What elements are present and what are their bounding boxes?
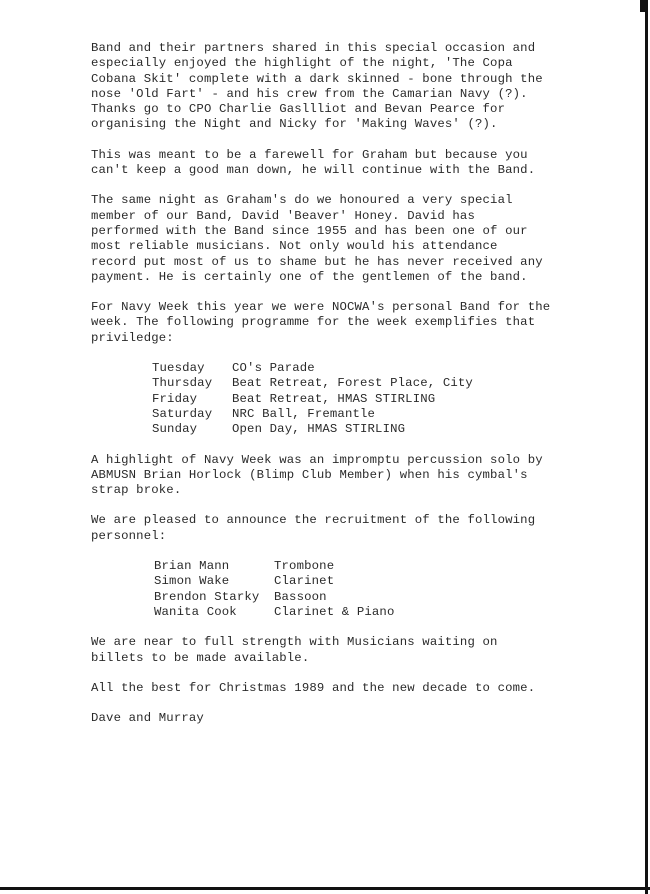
page-edge-right (645, 0, 648, 894)
personnel-row (154, 574, 394, 589)
corner-mark (640, 0, 648, 12)
personnel-name: Wanita Cook (154, 604, 237, 619)
navy-week-schedule (152, 361, 473, 437)
schedule-event: CO's Parade (232, 361, 315, 376)
personnel-name: Brian Mann (154, 559, 230, 574)
letter-body (91, 41, 561, 726)
schedule-day: Sunday (152, 422, 198, 437)
schedule-day: Tuesday (152, 361, 205, 376)
paragraph-navy-week: For Navy Week this year we were NOCWA's personal Band for the week. The following programme for the week exemplifies that priviledge: (91, 300, 551, 345)
personnel-instrument: Clarinet & Piano (274, 604, 395, 619)
personnel-row (154, 559, 394, 574)
personnel-name: Brendon Starky (154, 589, 260, 604)
schedule-event: NRC Ball, Fremantle (232, 406, 376, 421)
paragraph-recruitment: We are pleased to announce the recruitment of the following personnel: (91, 513, 536, 543)
schedule-event: Beat Retreat, HMAS STIRLING (232, 391, 436, 406)
schedule-day: Thursday (152, 376, 213, 391)
signature-line: Dave and Murray (91, 711, 204, 726)
paragraph-david-honey: The same night as Graham's do we honoured a very special member of our Band, David 'Beaver' Honey. David has performed with the Band since 1955 and has been one of our most reliable musicians. Not only would his attendance record put most of us to shame but he has never received any payment. He is certainly one of the gentlemen of the band. (91, 193, 543, 284)
schedule-row (152, 376, 473, 391)
schedule-row (152, 407, 473, 422)
paragraph-strength: We are near to full strength with Musicians waiting on billets to be made available. (91, 635, 498, 665)
schedule-row (152, 422, 473, 437)
schedule-event: Beat Retreat, Forest Place, City (232, 376, 473, 391)
paragraph-farewell: This was meant to be a farewell for Graham but because you can't keep a good man down, he will continue with the Band. (91, 147, 536, 178)
page-edge-bottom (0, 887, 650, 890)
paragraph-percussion-solo: A highlight of Navy Week was an impromptu percussion solo by ABMUSN Brian Horlock (Blimp Club Member) when his cymbal's strap broke. (91, 452, 543, 498)
schedule-event: Open Day, HMAS STIRLING (232, 422, 406, 437)
paragraph-night-skit: Band and their partners shared in this special occasion and especially enjoyed the highlight of the night, 'The Copa Cobana Skit' complete with a dark skinned - bone through the nose 'Old Fart' - and his crew from the Camarian Navy (?). Thanks go to CPO Charlie Gasllliot and Bevan Pearce for organising the Night and Nicky for 'Making Waves' (?). (91, 41, 543, 132)
personnel-row (154, 605, 394, 620)
schedule-day: Friday (152, 391, 198, 406)
paragraph-christmas: All the best for Christmas 1989 and the new decade to come. (91, 680, 536, 695)
new-personnel-list (154, 559, 394, 620)
schedule-row (152, 361, 473, 376)
personnel-row (154, 590, 394, 605)
personnel-name: Simon Wake (154, 574, 230, 589)
personnel-instrument: Bassoon (274, 589, 327, 604)
personnel-instrument: Trombone (274, 559, 335, 574)
personnel-instrument: Clarinet (274, 574, 335, 589)
schedule-row (152, 392, 473, 407)
schedule-day: Saturday (152, 406, 213, 421)
